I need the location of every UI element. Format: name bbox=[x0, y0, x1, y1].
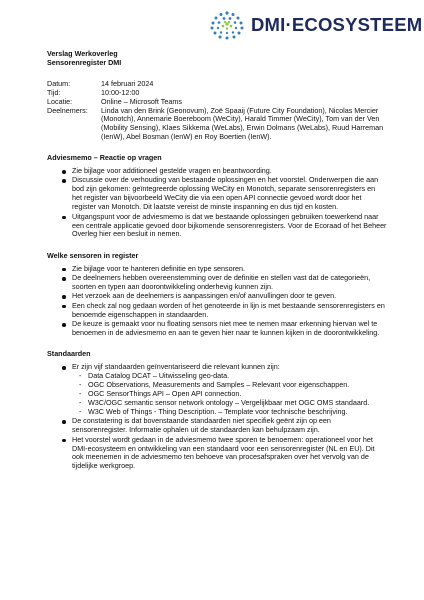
section-heading-adviesmemo: Adviesmemo – Reactie op vragen bbox=[47, 153, 162, 163]
bullet-list bbox=[47, 363, 387, 471]
meta-value: 14 februari 2024 bbox=[101, 78, 154, 88]
standard-item: - W3C Web of Things - Thing Description. – Template voor technische beschrijving. bbox=[72, 408, 387, 417]
list-item: Het verzoek aan de deelnemers is aanpassingen en/of aanvullingen door te geven. bbox=[47, 292, 387, 301]
standard-item: - W3C/OGC semantic sensor network ontology – Vergelijkbaar met OGC OMS standaard. bbox=[72, 399, 387, 408]
meeting-details bbox=[47, 80, 387, 142]
list-item: De constatering is dat bovenstaande standaarden niet specifiek geënt zijn op een sensorenregister. Informatie ophalen uit de standaarden kan behulpzaam zijn. bbox=[47, 417, 387, 435]
list-item: Een check zal nog gedaan worden of het genoteerde in lijn is met bestaande sensorenregisters en benoemde eigenschappen in standaarden. bbox=[47, 302, 387, 320]
list-item: Uitgangspunt voor de adviesmemo is dat we bestaande oplossingen gebruiken toewerkend naar een centrale applicatie gevoed door bijkomende sensorenregisters. Voor de Ecoraad of het Beheer Overleg hier een besluit in nemen. bbox=[47, 213, 387, 240]
meta-row-date bbox=[47, 80, 387, 89]
bullet-list bbox=[47, 167, 387, 239]
dot-sphere-icon bbox=[207, 10, 247, 40]
list-item: De deelnemers hebben overeenstemming over de definitie en stellen vast dat de categorieën, soorten en typen aan doorontwikkeling onderhevig kunnen zijn. bbox=[47, 274, 387, 292]
section-heading-standaarden: Standaarden bbox=[47, 349, 91, 359]
meta-row-time bbox=[47, 89, 387, 98]
meta-label: Tijd: bbox=[47, 87, 61, 97]
report-title: Verslag Werkoverleg bbox=[47, 49, 118, 58]
section-heading-sensoren: Welke sensoren in register bbox=[47, 250, 139, 260]
meta-value: Online – Microsoft Teams bbox=[101, 96, 182, 106]
list-item bbox=[47, 363, 387, 416]
meta-value: 10:00-12:00 bbox=[101, 87, 140, 97]
meta-row-participants bbox=[47, 107, 387, 143]
standard-item: - Data Catalog DCAT – Uitwisseling geo-data. bbox=[72, 372, 387, 381]
list-item: Discussie over de verhouding van bestaande oplossingen en het voorstel. Onderwerpen die aan bod zijn gekomen: geïntegreerde oplossing WeCity en Monotch, separate sensorenregisters en het register van bijvoorbeeld WeCity die via een open API connectie gevoed wordt door het register van Monotch. Dit laatste vereist de minste inspanning en dus tijd en kosten. bbox=[47, 176, 387, 212]
meta-label: Deelnemers: bbox=[47, 105, 88, 115]
bullet-list bbox=[47, 265, 387, 338]
report-body bbox=[47, 50, 387, 472]
dmi-ecosysteem-logo bbox=[207, 10, 423, 40]
standard-item: - OGC Observations, Measurements and Samples – Relevant voor eigenschappen. bbox=[72, 381, 387, 390]
report-subtitle: Sensorenregister DMI bbox=[47, 57, 122, 67]
meta-label: Locatie: bbox=[47, 96, 73, 106]
meta-value: Linda van den Brink (Geonovum), Zoë Spaaij (Future City Foundation), Nicolas Mercier (Monotch), Annemarie Boereboom (WeCity), Harald Timmer (WeCity), Tom van der Ven (Mobility Sensing), Klaes Sikkema (WeLabs), Erwin Dolmans (WeLabs), Ruud Harreman (IenW), Abel Bosman (IenW) en Roy Boertien (IenW). bbox=[101, 105, 384, 142]
list-item: De keuze is gemaakt voor nu floating sensors niet mee te nemen maar erkenning hiervan wel te benoemen in de adviesmemo en aan te geven hier naar te kunnen kijken in de doorontwikkeling. bbox=[47, 320, 387, 338]
logo-wordmark: DMI·ECOSYSTEEM bbox=[251, 14, 423, 35]
list-item: Zie bijlage voor te hanteren definitie en type sensoren. bbox=[47, 265, 387, 274]
meta-label: Datum: bbox=[47, 78, 71, 88]
standards-list bbox=[72, 372, 387, 417]
standard-item: - OGC SensorThings API – Open API connection. bbox=[72, 390, 387, 399]
list-item: Zie bijlage voor additioneel gestelde vragen en beantwoording. bbox=[47, 167, 387, 176]
list-item: Het voorstel wordt gedaan in de adviesmemo twee sporen te benoemen: operationeel voor het DMI-ecosysteem en ontwikkeling van een standaard voor een sensorenregister (NL en EU). Dit ook meenemen in de adviesmemo ten behoeve van procesafspraken over het vervolg van de tijdelijke werkgroep. bbox=[47, 436, 387, 472]
standaarden-intro: Er zijn vijf standaarden geïnventariseerd die relevant kunnen zijn: bbox=[72, 362, 280, 372]
